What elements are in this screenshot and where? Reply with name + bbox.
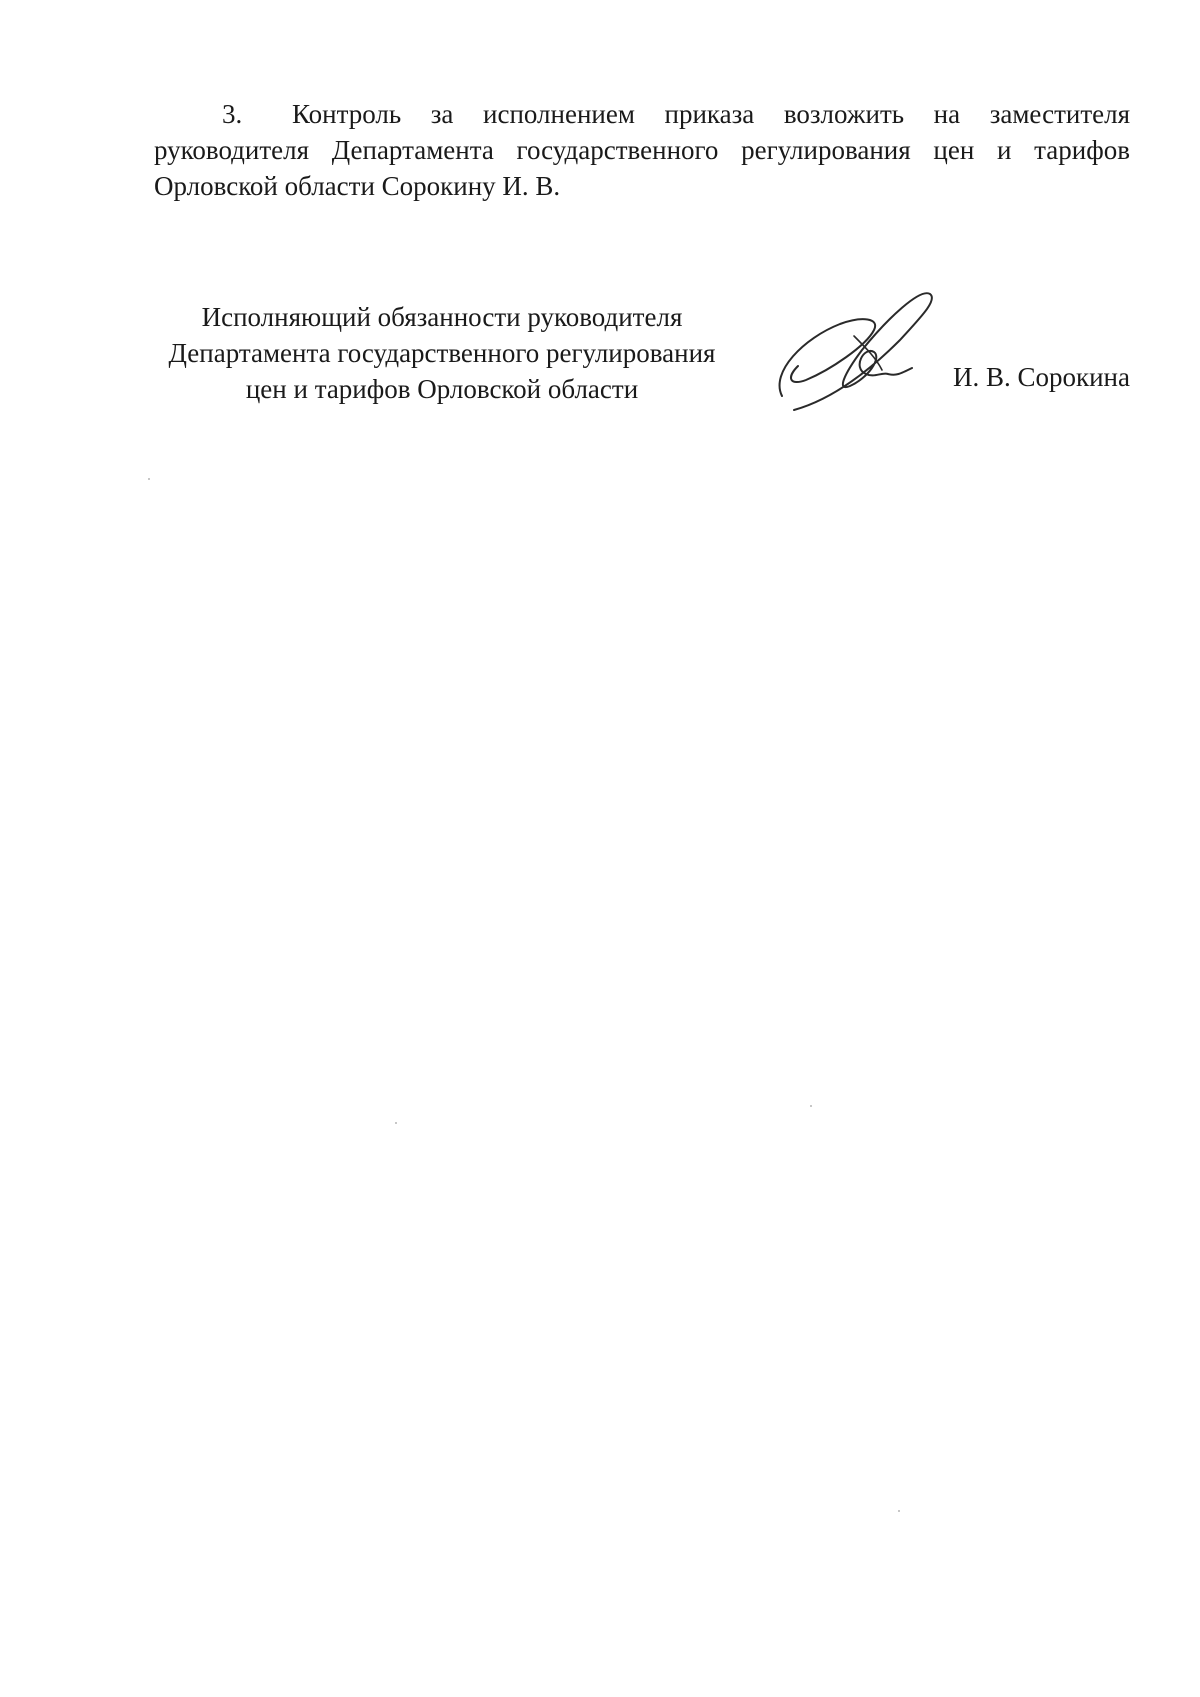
signatory-position-line-1: Исполняющий обязанности руководителя <box>201 302 683 332</box>
paragraph-3 <box>154 96 1130 204</box>
scan-speck <box>395 1122 397 1124</box>
signatory-position-line-2: Департамента государственного регулирования <box>168 338 716 368</box>
signatory-block <box>142 299 742 407</box>
signer-name: И. В. Сорокина <box>952 362 1130 392</box>
scan-speck <box>898 1510 900 1512</box>
signatory-position-line-3: цен и тарифов Орловской области <box>245 374 639 404</box>
paragraph-number: 3. <box>222 99 243 129</box>
paragraph-text: Контроль за исполнением приказа возложить на заместителя руководителя Департамента государственного регулирования цен и тарифов Орловской области Сорокину И. В. <box>154 99 1130 201</box>
scan-speck <box>810 1105 812 1107</box>
handwritten-signature <box>770 288 950 424</box>
scan-speck <box>148 478 150 480</box>
